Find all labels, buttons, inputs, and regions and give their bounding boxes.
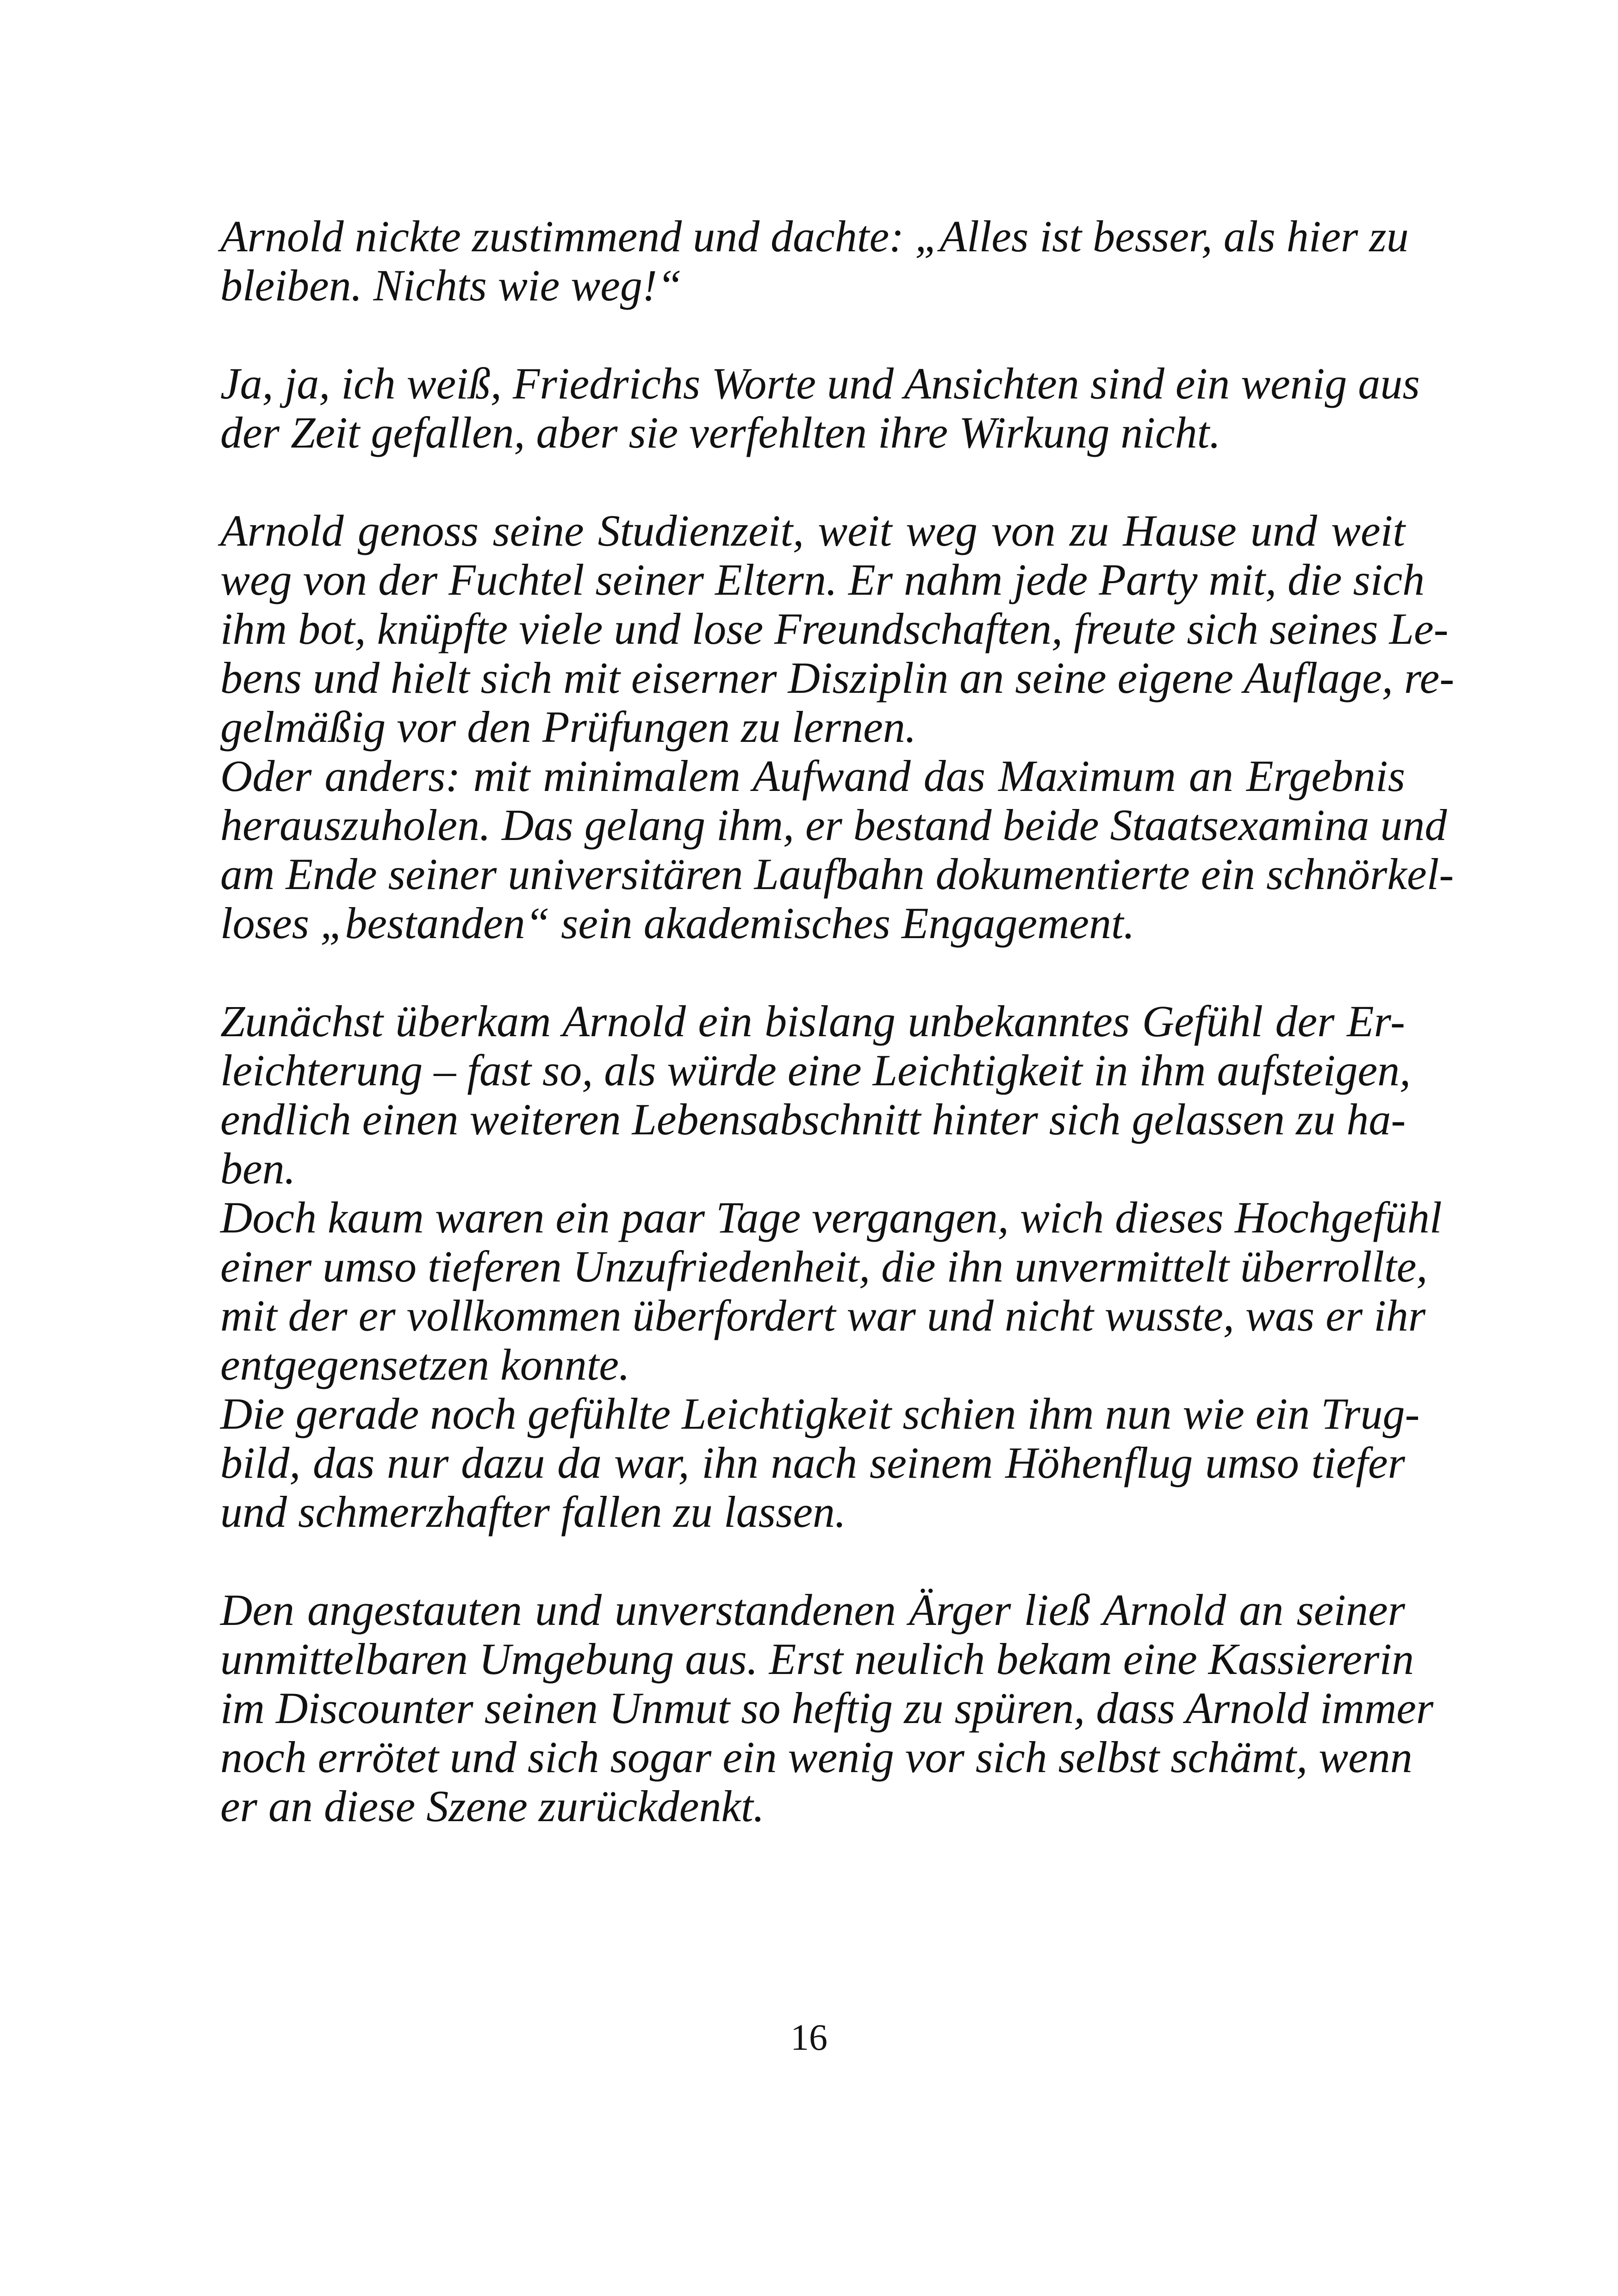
- paragraph: [220, 1585, 1434, 1831]
- text-line: Oder anders: mit minimalem Aufwand das Maximum an Ergebnis: [220, 751, 1405, 801]
- paragraph: [220, 751, 1454, 948]
- text-line: ben.: [220, 1144, 296, 1193]
- paragraph: [220, 506, 1455, 752]
- text-line: Doch kaum waren ein paar Tage vergangen, wich dieses Hochgefühl: [220, 1193, 1442, 1242]
- paragraph-gap: [220, 457, 1405, 506]
- paragraph-gap: [220, 310, 1405, 359]
- text-line: weg von der Fuchtel seiner Eltern. Er nahm jede Party mit, die sich: [220, 555, 1425, 604]
- text-line: entgegensetzen konnte.: [220, 1340, 630, 1389]
- text-line: mit der er vollkommen überfordert war und nicht wusste, was er ihr: [220, 1291, 1426, 1340]
- text-line: der Zeit gefallen, aber sie verfehlten ihre Wirkung nicht.: [220, 408, 1221, 457]
- text-line: gelmäßig vor den Prüfungen zu lernen.: [220, 702, 916, 752]
- text-line: am Ende seiner universitären Laufbahn dokumentierte ein schnörkel-: [220, 849, 1454, 899]
- text-line: Ja, ja, ich weiß, Friedrichs Worte und Ansichten sind ein wenig aus: [220, 359, 1420, 408]
- text-line: noch errötet und sich sogar ein wenig vor sich selbst schämt, wenn: [220, 1732, 1413, 1782]
- text-line: endlich einen weiteren Lebensabschnitt hinter sich gelassen zu ha-: [220, 1095, 1406, 1144]
- text-line: Zunächst überkam Arnold ein bislang unbekanntes Gefühl der Er-: [220, 996, 1405, 1046]
- paragraph-gap: [220, 1537, 1405, 1586]
- text-line: Arnold nickte zustimmend und dachte: „Alles ist besser, als hier zu: [220, 212, 1409, 261]
- text-line: bens und hielt sich mit eiserner Disziplin an seine eigene Auflage, re-: [220, 653, 1455, 703]
- paragraph-gap: [220, 948, 1405, 997]
- text-line: loses „bestanden“ sein akademisches Engagement.: [220, 898, 1135, 948]
- paragraph: [220, 1193, 1442, 1389]
- text-line: bild, das nur dazu da war, ihn nach seinem Höhenflug umso tiefer: [220, 1438, 1405, 1487]
- page-number: 16: [790, 2017, 828, 2058]
- text-line: herauszuholen. Das gelang ihm, er bestand beide Staatsexamina und: [220, 800, 1447, 850]
- paragraph: [220, 359, 1420, 457]
- body-text: [220, 212, 1455, 1831]
- text-line: leichterung – fast so, als würde eine Leichtigkeit in ihm aufsteigen,: [220, 1045, 1411, 1095]
- text-line: und schmerzhafter fallen zu lassen.: [220, 1487, 846, 1537]
- text-line: Arnold genoss seine Studienzeit, weit weg von zu Hause und weit: [220, 506, 1405, 555]
- text-line: bleiben. Nichts wie weg!“: [220, 261, 682, 310]
- text-line: ihm bot, knüpfte viele und lose Freundschaften, freute sich seines Le-: [220, 604, 1449, 653]
- paragraph: [220, 996, 1411, 1193]
- text-line: Den angestauten und unverstandenen Ärger ließ Arnold an seiner: [220, 1585, 1405, 1635]
- text-line: einer umso tieferen Unzufriedenheit, die ihn unvermittelt überrollte,: [220, 1242, 1428, 1291]
- paragraph: [220, 1389, 1420, 1537]
- text-line: unmittelbaren Umgebung aus. Erst neulich bekam eine Kassiererin: [220, 1634, 1414, 1684]
- text-line: im Discounter seinen Unmut so heftig zu spüren, dass Arnold immer: [220, 1683, 1434, 1733]
- paragraph: [220, 212, 1409, 310]
- text-line: Die gerade noch gefühlte Leichtigkeit schien ihm nun wie ein Trug-: [220, 1389, 1420, 1438]
- text-line: er an diese Szene zurückdenkt.: [220, 1781, 765, 1831]
